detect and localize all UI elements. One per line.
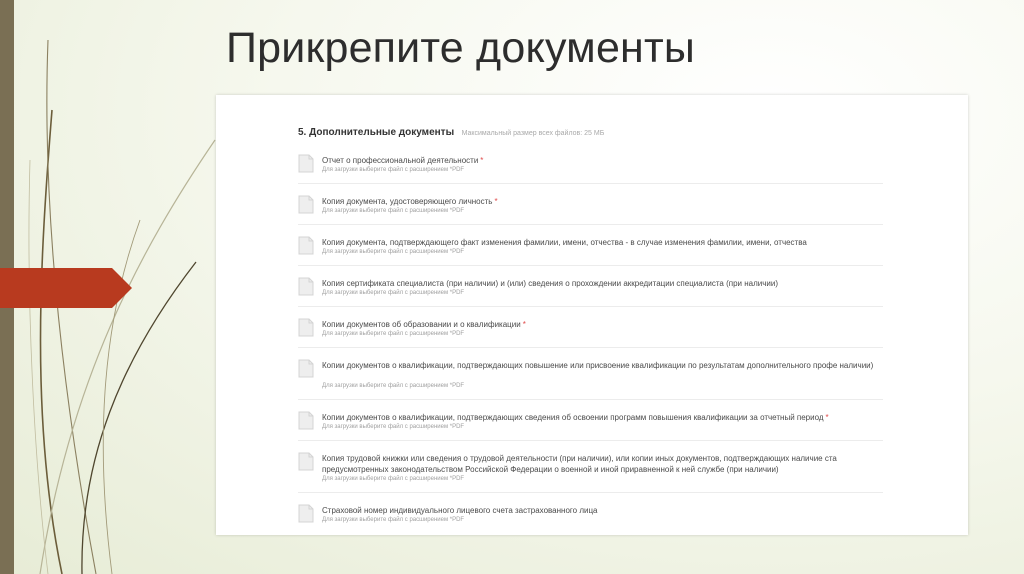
upload-row-hint: Для загрузки выберите файл с расширением *PDF: [322, 208, 465, 214]
upload-row-hint: Для загрузки выберите файл с расширением *PDF: [322, 249, 465, 255]
upload-row-specialist-certificate[interactable]: [298, 274, 883, 307]
upload-row-label: Копия документа, подтверждающего факт изменения фамилии, имени, отчества - в случае изменения фамилии, имени, отчества: [322, 238, 807, 247]
required-mark: *: [480, 156, 484, 165]
required-mark: *: [494, 197, 498, 206]
upload-row-hint: Для загрузки выберите файл с расширением *PDF: [322, 290, 465, 296]
upload-row-label: Копия документа, удостоверяющего личность *: [322, 197, 498, 206]
document-icon: [298, 318, 314, 337]
upload-row-identity-document[interactable]: [298, 192, 883, 225]
upload-row-label: Отчет о профессиональной деятельности *: [322, 156, 484, 165]
upload-row-label: Копии документов о квалификации, подтверждающих сведения об освоении программ повышения квалификации за отчетный период *: [322, 413, 829, 422]
document-icon: [298, 277, 314, 296]
upload-row-hint: Для загрузки выберите файл с расширением *PDF: [322, 331, 465, 337]
document-icon: [298, 154, 314, 173]
upload-row-label: Копии документов о квалификации, подтверждающих повышение или присвоение квалификации по результатам дополнительного профе наличии): [322, 361, 874, 370]
section-title: 5. Дополнительные документы: [298, 127, 455, 138]
document-icon: [298, 359, 314, 378]
upload-row-qualification-upgrade[interactable]: [298, 356, 883, 400]
embedded-form-screenshot: [216, 95, 968, 535]
document-icon: [298, 236, 314, 255]
section-size-note: Максимальный размер всех файлов: 25 МБ: [461, 130, 605, 137]
upload-row-education-documents[interactable]: [298, 315, 883, 348]
document-icon: [298, 452, 314, 471]
upload-row-hint: Для загрузки выберите файл с расширением *PDF: [322, 383, 465, 389]
upload-row-label: Копия сертификата специалиста (при наличии) и (или) сведения о прохождении аккредитации специалиста (при наличии): [322, 279, 778, 288]
upload-row-hint: Для загрузки выберите файл с расширением *PDF: [322, 167, 465, 173]
upload-row-professional-report[interactable]: [298, 151, 883, 184]
required-mark: *: [825, 413, 829, 422]
required-mark: *: [522, 320, 526, 329]
upload-row-label: Копия трудовой книжки или сведения о трудовой деятельности (при наличии), или копии иных документов, подтверждающих наличие ста предусмотренных законодательством Российской Федерации о военной и иной приравненной к ней службе (при наличии): [322, 454, 837, 474]
document-icon: [298, 411, 314, 430]
document-upload-list: [298, 151, 883, 535]
upload-row-hint: Для загрузки выберите файл с расширением *PDF: [322, 424, 465, 430]
upload-row-employment-record[interactable]: [298, 449, 883, 493]
upload-row-label: Страховой номер индивидуального лицевого счета застрахованного лица: [322, 506, 598, 515]
section-header: [298, 122, 604, 140]
upload-row-hint: Для загрузки выберите файл с расширением *PDF: [322, 517, 465, 523]
upload-row-hint: Для загрузки выберите файл с расширением *PDF: [322, 476, 465, 482]
upload-row-snils[interactable]: [298, 501, 883, 534]
accent-arrow-flag: [0, 268, 132, 308]
upload-row-name-change-document[interactable]: [298, 233, 883, 266]
slide-title: Прикрепите документы: [226, 24, 696, 72]
document-icon: [298, 195, 314, 214]
upload-row-training-programs[interactable]: [298, 408, 883, 441]
document-icon: [298, 504, 314, 523]
upload-row-label: Копии документов об образовании и о квалификации *: [322, 320, 526, 329]
